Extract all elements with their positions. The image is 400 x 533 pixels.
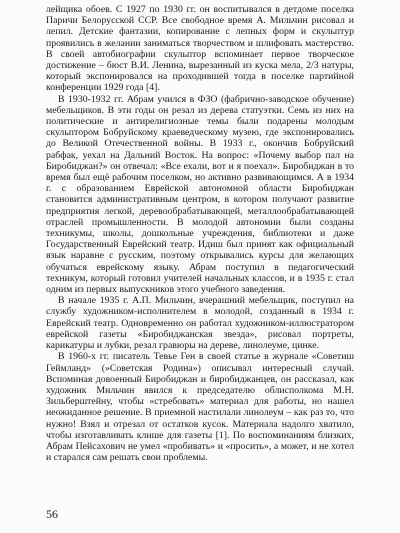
paragraph: В начале 1935 г. А.П. Мильчин, вчерашний мебельщик, поступил на службу художником-исполнителем в молодой, созданный в 1934 г. Еврейский театр. Одновременно он работал художником-иллюстратором еврейской газеты «Биробиджанская звезда», рисовал портреты, карикатуры и лубки, резал гравюры на дереве, линолеуме, цинке. [46, 295, 354, 352]
page-number: 56 [46, 507, 58, 521]
paragraph: В 1960-х гг. писатель Тевье Ген в своей статье в журнале «Советиш Геймланд» (»Советская Родина») описывал интересный случай. Вспоминая довоенный Биробиджан и биробиджанцев, он рассказал, как художник Мильчин явился к председателю облисполкома М.Н. Зильберштейну, чтобы «стребовать» материал для работы, но нашел неожиданное решение. В приемной настилали линолеум – как раз то, что нужно! Взял и отрезал от остатков кусок. Материала надолго хватило, чтобы изготавливать клише для газеты [1]. По воспоминаниям близких, Абрам Пейсахович не умел «пробивать» и «просить», а может, и не хотел и старался сам решать свои проблемы. [46, 351, 354, 464]
text-column [46, 4, 354, 463]
paragraph: В 1930-1932 гг. Абрам учился в ФЗО (фабрично-заводское обучение) мебельщиков. В эти годы он резал из дерева статуэтки. Семь из них на политические и антирелигиозные темы были подарены молодым скульптором Бобруйскому краеведческому музею, где экспонировались до Великой Отечественной войны. В 1933 г., окончив Бобруйский рабфак, уехал на Дальний Восток. На вопрос: «Почему выбор пал на Биробиджан?» он отвечал: «Все ехали, вот и я поехал». Биробиджан в то время был ещё рабочим поселком, но активно развивающимся. А в 1934 г. с образованием Еврейской автономной области Биробиджан становится административным центром, в котором получают развитие предприятия легкой, деревообрабатывающей, металлообрабатывающей отраслей промышленности. В молодой автономии были созданы техникумы, школы, дошкольные учреждения, библиотеки и даже Государственный Еврейский театр. Идиш был принят как официальный язык наравне с русским, поэтому открывались курсы для желающих обучаться еврейскому языку. Абрам поступил в педагогический техникум, который готовил учителей начальных классов, и в 1935 г. стал одним из первых выпускников этого учебного заведения. [46, 93, 354, 296]
paragraph: лейщика обоев. С 1927 по 1930 гг. он воспитывался в детдоме поселка Паричи Белорусской ССР. Все свободное время А. Мильчин рисовал и лепил. Детские фантазии, копирование с лепных форм и скульптур проявились в желании заниматься творчеством и шлифовать мастерство. В своей автобиографии скульптор вспоминает первое творческое достижение – бюст В.И. Ленина, вырезанный из куска мела, 2/3 натуры, который экспонировался на проходившей тогда в поселке партийной конференции 1929 года [4]. [46, 4, 354, 94]
